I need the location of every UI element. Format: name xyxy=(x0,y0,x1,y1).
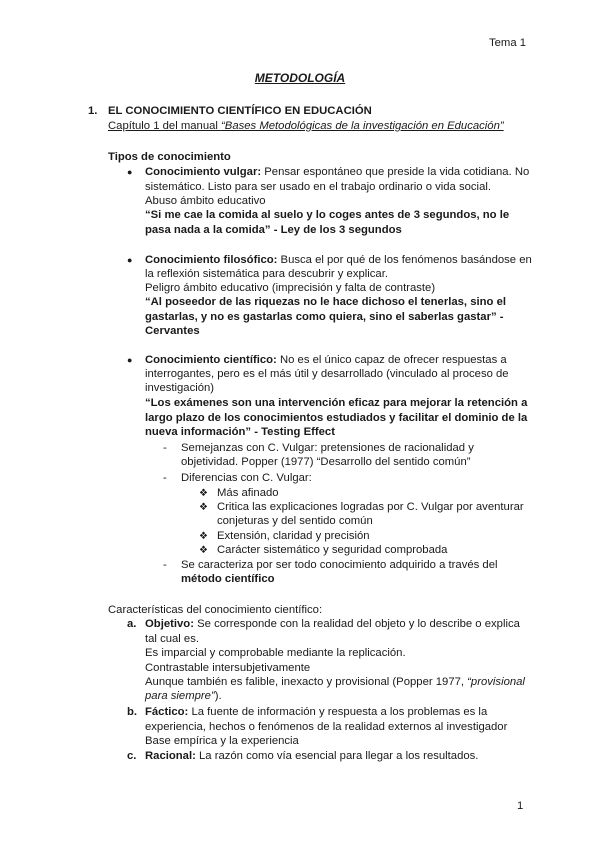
characteristics-intro: Características del conocimiento científico: xyxy=(108,604,323,616)
sub1-line1: Semejanzas con C. Vulgar: pretensiones de racionalidad y xyxy=(181,442,474,454)
factico-line1 xyxy=(145,705,487,720)
diff1: Más afinado xyxy=(217,487,279,499)
header-topic: Tema 1 xyxy=(489,37,527,49)
cientifico-label: Conocimiento científico: xyxy=(145,354,277,366)
vulgar-quote2: pasa nada a la comida” - Ley de los 3 segundos xyxy=(145,224,402,236)
objetivo-text1: Se corresponde con la realidad del objeto y lo describe o explica xyxy=(193,618,520,630)
cientifico-line1 xyxy=(145,353,507,368)
cientifico-quote1: “Los exámenes son una intervención eficaz para mejorar la retención a xyxy=(145,397,528,409)
dash-icon: - xyxy=(163,472,167,484)
source-prefix: Capítulo 1 del manual xyxy=(108,120,222,132)
source-title: “Bases Metodológicas de la investigación en Educación” xyxy=(221,120,504,132)
sub3-line1: Se caracteriza por ser todo conocimiento adquirido a través del xyxy=(181,559,498,571)
diff3: Extensión, claridad y precisión xyxy=(217,530,370,542)
vulgar-desc3: Abuso ámbito educativo xyxy=(145,195,266,207)
objetivo-quote-start: “provisional xyxy=(467,676,525,688)
sub2: Diferencias con C. Vulgar: xyxy=(181,472,312,484)
objetivo-quote-end: para siempre” xyxy=(145,690,215,702)
diamond-icon: ❖ xyxy=(199,545,208,556)
objetivo-text5: Aunque también es falible, inexacto y provisional (Popper 1977, xyxy=(145,676,468,688)
cientifico-desc1: No es el único capaz de ofrecer respuestas a xyxy=(276,354,507,366)
racional-line1 xyxy=(145,749,478,764)
objetivo-line6 xyxy=(145,689,222,704)
dash-icon: - xyxy=(163,559,167,571)
filosofico-desc1: Busca el por qué de los fenómenos basándose en xyxy=(277,254,532,266)
vulgar-desc2: sistemático. Listo para ser usado en el trabajo ordinario o vida social. xyxy=(145,181,491,193)
racional-label: Racional: xyxy=(145,750,196,762)
sub3-line2: método científico xyxy=(181,573,275,585)
sub1-line2: objetividad. Popper (1977) “Desarrollo del sentido común” xyxy=(181,456,471,468)
dash-icon: - xyxy=(163,442,167,454)
diff2-line1: Critica las explicaciones logradas por C. Vulgar por aventurar xyxy=(217,501,524,513)
vulgar-label: Conocimiento vulgar: xyxy=(145,166,262,178)
diff2-line2: conjeturas y del sentido común xyxy=(217,515,373,527)
factico-line2: experiencia, hechos o fenómenos de la realidad externos al investigador xyxy=(145,721,508,733)
diamond-icon: ❖ xyxy=(199,488,208,499)
page-title: METODOLOGÍA xyxy=(254,71,346,85)
filosofico-desc3: Peligro ámbito educativo (imprecisión y falta de contraste) xyxy=(145,282,436,294)
factico-line3: Base empírica y la experiencia xyxy=(145,735,299,747)
objetivo-line2: tal cual es. xyxy=(145,633,200,645)
bullet-icon: ● xyxy=(127,167,133,177)
objetivo-line1 xyxy=(145,617,520,632)
racional-text1: La razón como vía esencial para llegar a los resultados. xyxy=(195,750,479,762)
bullet-icon: ● xyxy=(127,355,133,365)
section-number: 1. xyxy=(88,105,98,117)
objetivo-line3: Es imparcial y comprobable mediante la replicación. xyxy=(145,647,406,659)
objetivo-line4: Contrastable intersubjetivamente xyxy=(145,662,311,674)
diamond-icon: ❖ xyxy=(199,531,208,542)
section-heading: EL CONOCIMIENTO CIENTÍFICO EN EDUCACIÓN xyxy=(108,105,372,117)
filosofico-label: Conocimiento filosófico: xyxy=(145,254,278,266)
item-marker-c: c. xyxy=(127,750,137,762)
filosofico-line1 xyxy=(145,253,532,268)
cientifico-quote2: largo plazo de los conocimientos estudiados y facilitar el dominio de la xyxy=(145,412,528,424)
section-source xyxy=(108,119,504,134)
item-marker-a: a. xyxy=(127,618,137,630)
item-marker-b: b. xyxy=(127,706,138,718)
objetivo-text6: ). xyxy=(214,690,222,702)
vulgar-line1 xyxy=(145,165,529,180)
diamond-icon: ❖ xyxy=(199,502,208,513)
factico-label: Fáctico: xyxy=(145,706,189,718)
vulgar-quote1: “Si me cae la comida al suelo y lo coges antes de 3 segundos, no le xyxy=(145,209,510,221)
cientifico-quote3: nueva información” - Testing Effect xyxy=(145,426,335,438)
objetivo-line5 xyxy=(145,675,525,690)
filosofico-quote3: Cervantes xyxy=(145,325,200,337)
vulgar-desc1: Pensar espontáneo que preside la vida cotidiana. No xyxy=(261,166,530,178)
diff4: Carácter sistemático y seguridad comprobada xyxy=(217,544,448,556)
bullet-icon: ● xyxy=(127,255,133,265)
page-number: 1 xyxy=(517,800,524,812)
factico-text1: La fuente de información y respuesta a los problemas es la xyxy=(188,706,488,718)
cientifico-desc2: interrogantes, pero es el más útil y desarrollado (vinculado al proceso de xyxy=(145,368,509,380)
objetivo-label: Objetivo: xyxy=(145,618,194,630)
types-heading: Tipos de conocimiento xyxy=(108,151,231,163)
filosofico-quote1: “Al poseedor de las riquezas no le hace dichoso el tenerlas, sino el xyxy=(145,296,506,308)
cientifico-desc3: investigación) xyxy=(145,382,215,394)
filosofico-quote2: gastarlas, y no es gastarlas como quiera, sino el saberlas gastar” - xyxy=(145,311,504,323)
filosofico-desc2: la reflexión sistemática para descubrir y explicar. xyxy=(145,268,388,280)
